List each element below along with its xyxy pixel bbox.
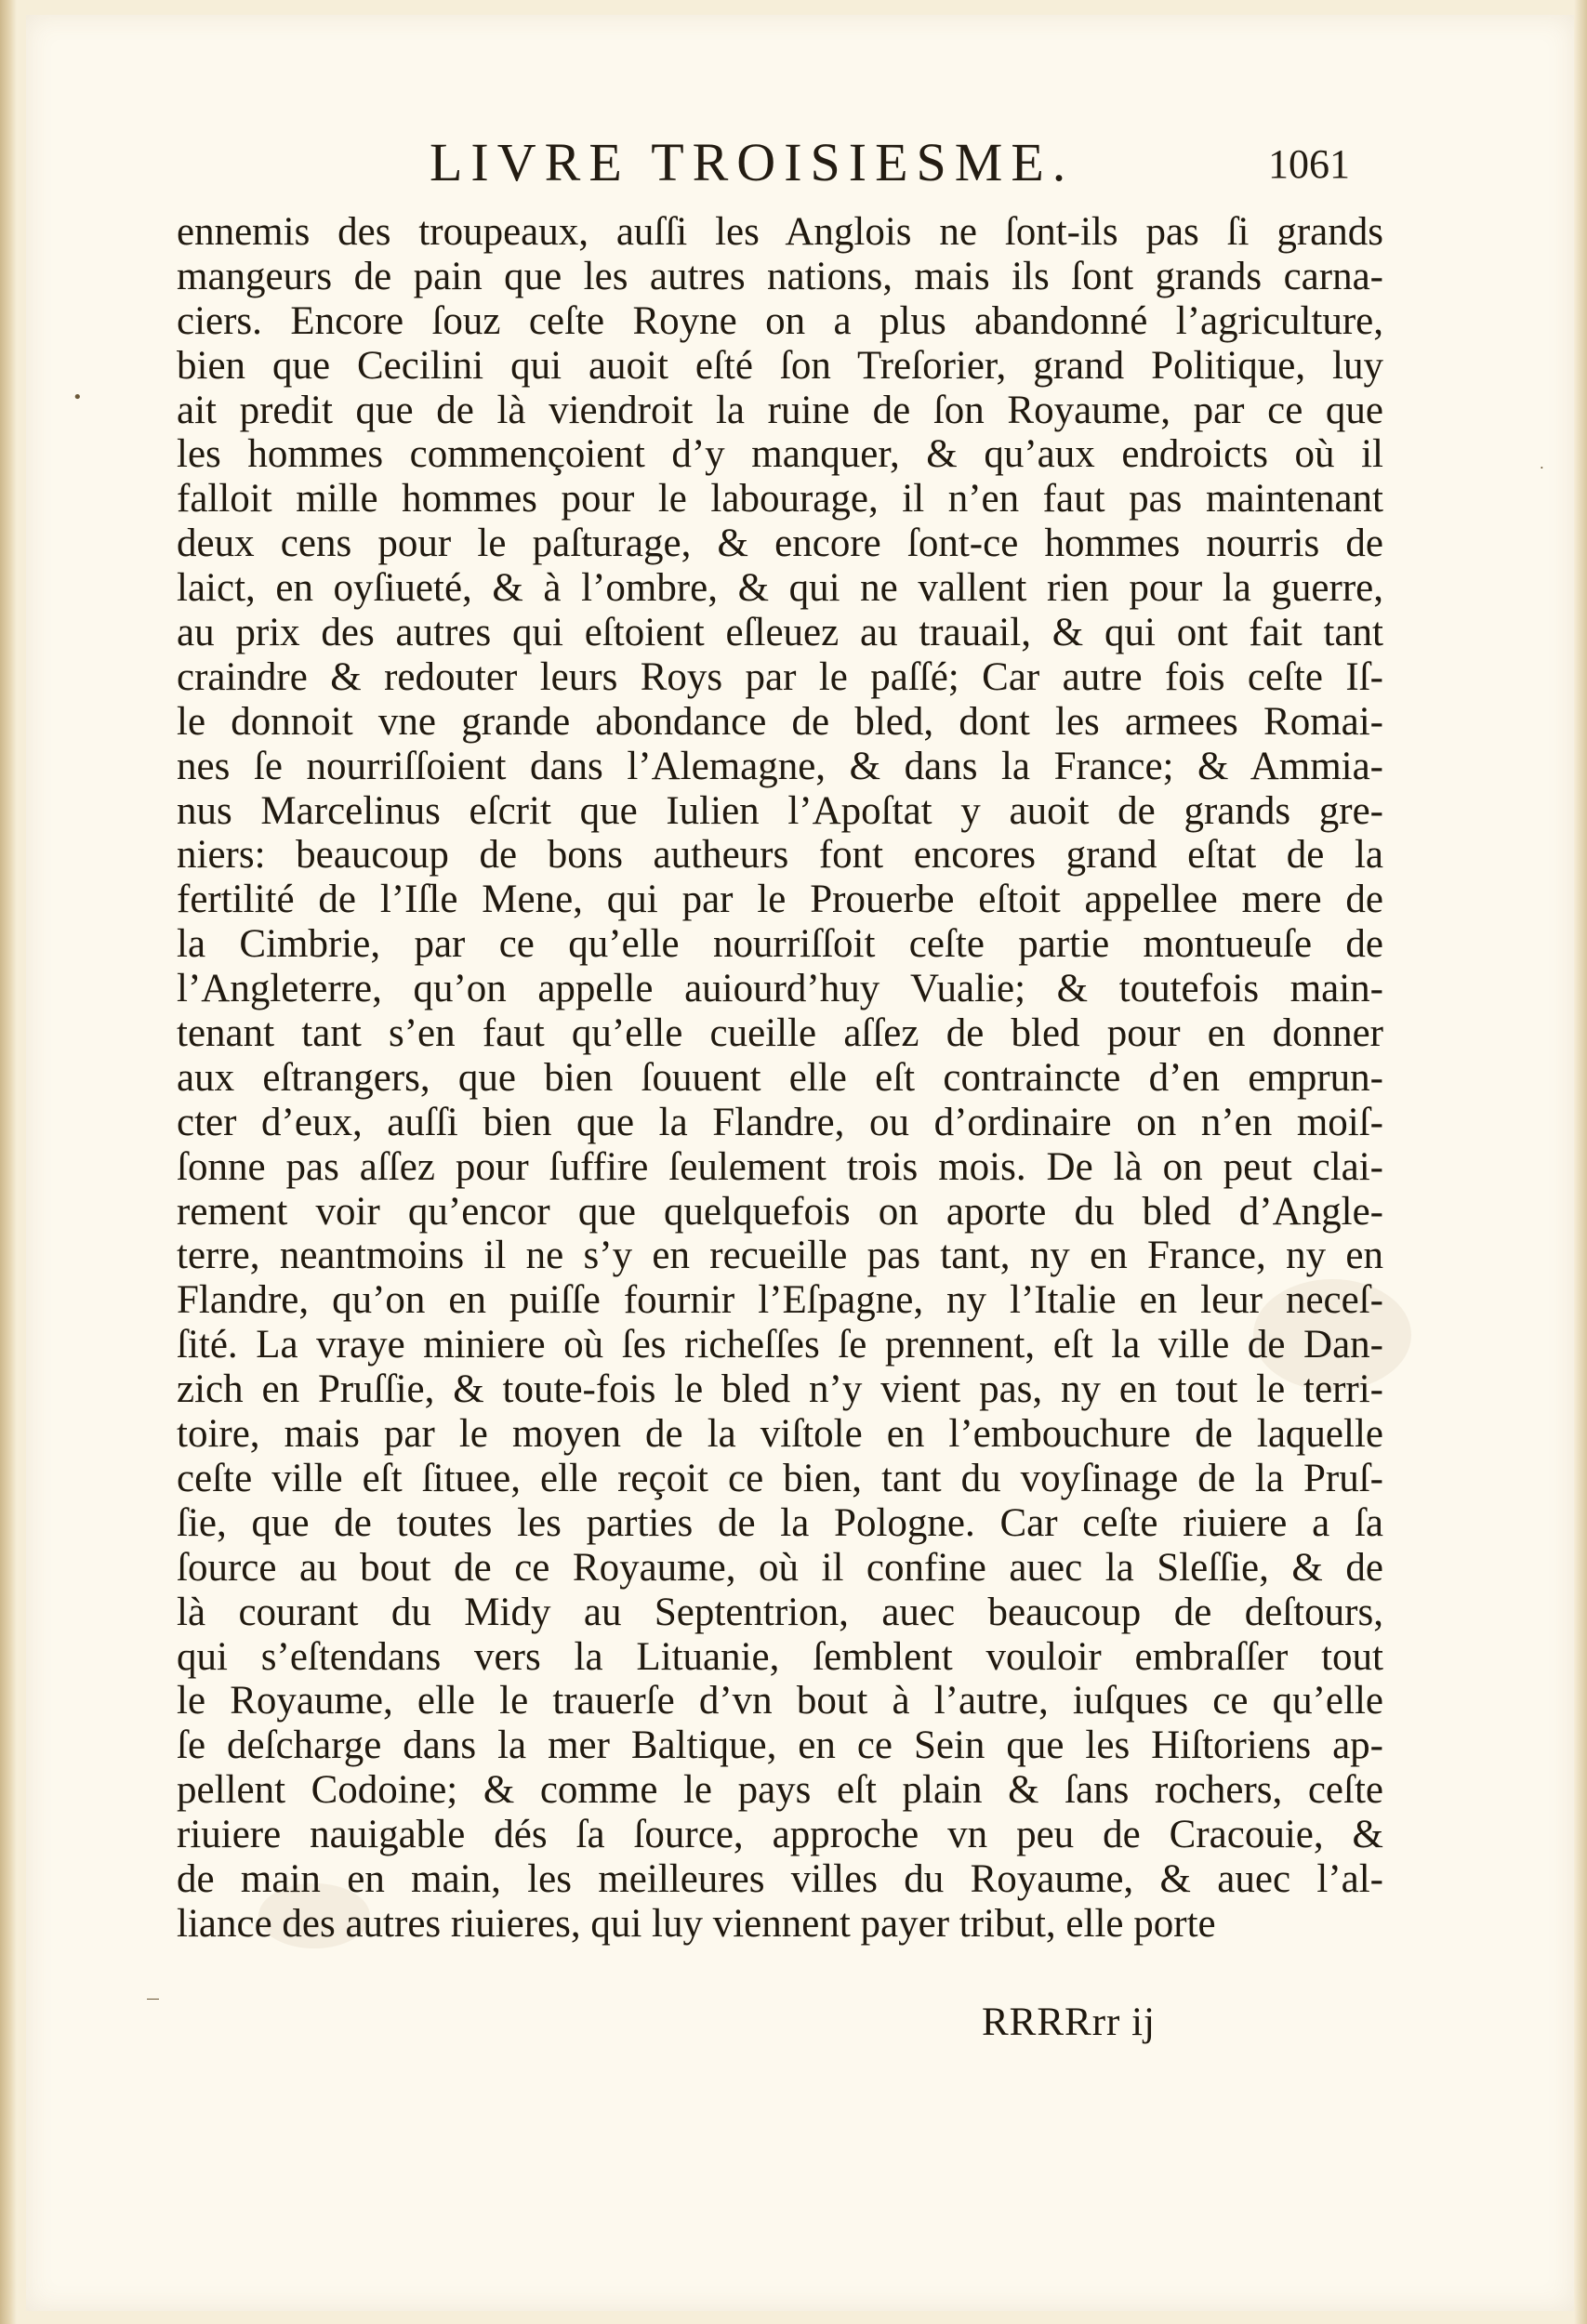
text-line: là courant du Midy au Septentrion, auec beaucoup de deſtours, <box>177 1590 1383 1634</box>
text-line: rement voir qu’encor que quelquefois on aporte du bled d’Angle- <box>177 1189 1383 1234</box>
text-line: l’Angleterre, qu’on appelle auiourd’huy Vualie; & toutefois main- <box>177 967 1383 1011</box>
text-line: zich en Pruſſie, & toute-fois le bled n’y vient pas, ny en tout le terri- <box>177 1367 1383 1412</box>
text-line: les hommes commençoient d’y manquer, & qu’aux endroicts où il <box>177 432 1383 477</box>
text-line: cter d’eux, auſſi bien que la Flandre, ou d’ordinaire on n’en moiſ- <box>177 1100 1383 1144</box>
text-line: ſource au bout de ce Royaume, où il confine auec la Sleſſie, & de <box>177 1545 1383 1590</box>
text-line: ſité. La vraye miniere où ſes richeſſes ſe prennent, eſt la ville de Dan- <box>177 1323 1383 1367</box>
text-line: le donnoit vne grande abondance de bled, dont les armees Romai- <box>177 699 1383 744</box>
body-text <box>177 210 1383 1947</box>
text-line: Flandre, qu’on en puiſſe fournir l’Eſpagne, ny l’Italie en leur neceſ- <box>177 1278 1383 1323</box>
signature-catchword: RRRRrr ij <box>982 2000 1157 2044</box>
text-line: ceſte ville eſt ſituee, elle reçoit ce bien, tant du voyſinage de la Pruſ- <box>177 1456 1383 1500</box>
text-line: nus Marcelinus eſcrit que Iulien l’Apoſtat y auoit de grands gre- <box>177 788 1383 833</box>
text-line: mangeurs de pain que les autres nations, mais ils ſont grands carna- <box>177 254 1383 298</box>
text-line: le Royaume, elle le trauerſe d’vn bout à l’autre, iuſques ce qu’elle <box>177 1679 1383 1723</box>
text-line: ait predit que de là viendroit la ruine de ſon Royaume, par ce que <box>177 388 1383 432</box>
text-line: la Cimbrie, par ce qu’elle nourriſſoit ceſte partie montueuſe de <box>177 922 1383 967</box>
text-line: toire, mais par le moyen de la viſtole en l’embouchure de laquelle <box>177 1412 1383 1457</box>
running-head <box>430 130 1350 197</box>
text-line: bien que Cecilini qui auoit eſté ſon Treſorier, grand Politique, luy <box>177 343 1383 388</box>
text-line: qui s’eſtendans vers la Lituanie, ſemblent vouloir embraſſer tout <box>177 1634 1383 1679</box>
text-line: ſie, que de toutes les parties de la Pologne. Car ceſte riuiere a ſa <box>177 1500 1383 1545</box>
text-line: de main en main, les meilleures villes du Royaume, & auec l’al- <box>177 1856 1383 1901</box>
running-title: LIVRE TROISIESME. <box>430 132 1075 192</box>
text-line: niers: beaucoup de bons autheurs font encores grand eſtat de la <box>177 833 1383 878</box>
text-line: laict, en oyſiueté, & à l’ombre, & qui ne vallent rien pour la guerre, <box>177 566 1383 611</box>
margin-dot: • <box>73 388 83 407</box>
printed-page <box>26 15 1574 2311</box>
text-line: deux cens pour le paſturage, & encore ſont-ce hommes nourris de <box>177 522 1383 566</box>
text-line: pellent Codoine; & comme le pays eſt plain & ſans rochers, ceſte <box>177 1768 1383 1813</box>
page-gutter-shadow <box>0 0 17 2324</box>
text-line: craindre & redouter leurs Roys par le paſſé; Car autre fois ceſte Iſ- <box>177 654 1383 699</box>
text-line: au prix des autres qui eſtoient eſleuez au trauail, & qui ont fait tant <box>177 611 1383 655</box>
text-line: ſonne pas aſſez pour ſuffire ſeulement trois mois. De là on peut clai- <box>177 1144 1383 1189</box>
text-line: terre, neantmoins il ne s’y en recueille pas tant, ny en France, ny en <box>177 1234 1383 1278</box>
text-line: riuiere nauigable dés ſa ſource, approche vn peu de Cracouie, & <box>177 1813 1383 1857</box>
page-number: 1061 <box>1268 141 1350 187</box>
text-line: nes ſe nourriſſoient dans l’Alemagne, & dans la France; & Ammia- <box>177 744 1383 788</box>
text-line: ſe deſcharge dans la mer Baltique, en ce Sein que les Hiſtoriens ap- <box>177 1723 1383 1768</box>
text-line: ennemis des troupeaux, auſſi les Anglois ne ſont-ils pas ſi grands <box>177 210 1383 254</box>
text-line: ciers. Encore ſouz ceſte Royne on a plus abandonné l’agriculture, <box>177 298 1383 343</box>
text-line: fertilité de l’Iſle Mene, qui par le Prouerbe eſtoit appellee mere de <box>177 878 1383 922</box>
text-line: falloit mille hommes pour le labourage, il n’en faut pas maintenant <box>177 477 1383 522</box>
text-line: aux eſtrangers, que bien ſouuent elle eſt contraincte d’en emprun- <box>177 1055 1383 1100</box>
text-line: liance des autres riuieres, qui luy viennent payer tribut, elle porte <box>177 1901 1216 1946</box>
page-right-edge <box>1574 0 1587 2324</box>
margin-dot: · <box>1540 459 1544 476</box>
margin-stroke: _ <box>147 1973 159 2000</box>
text-line: tenant tant s’en faut qu’elle cueille aſſez de bled pour en donner <box>177 1011 1383 1056</box>
